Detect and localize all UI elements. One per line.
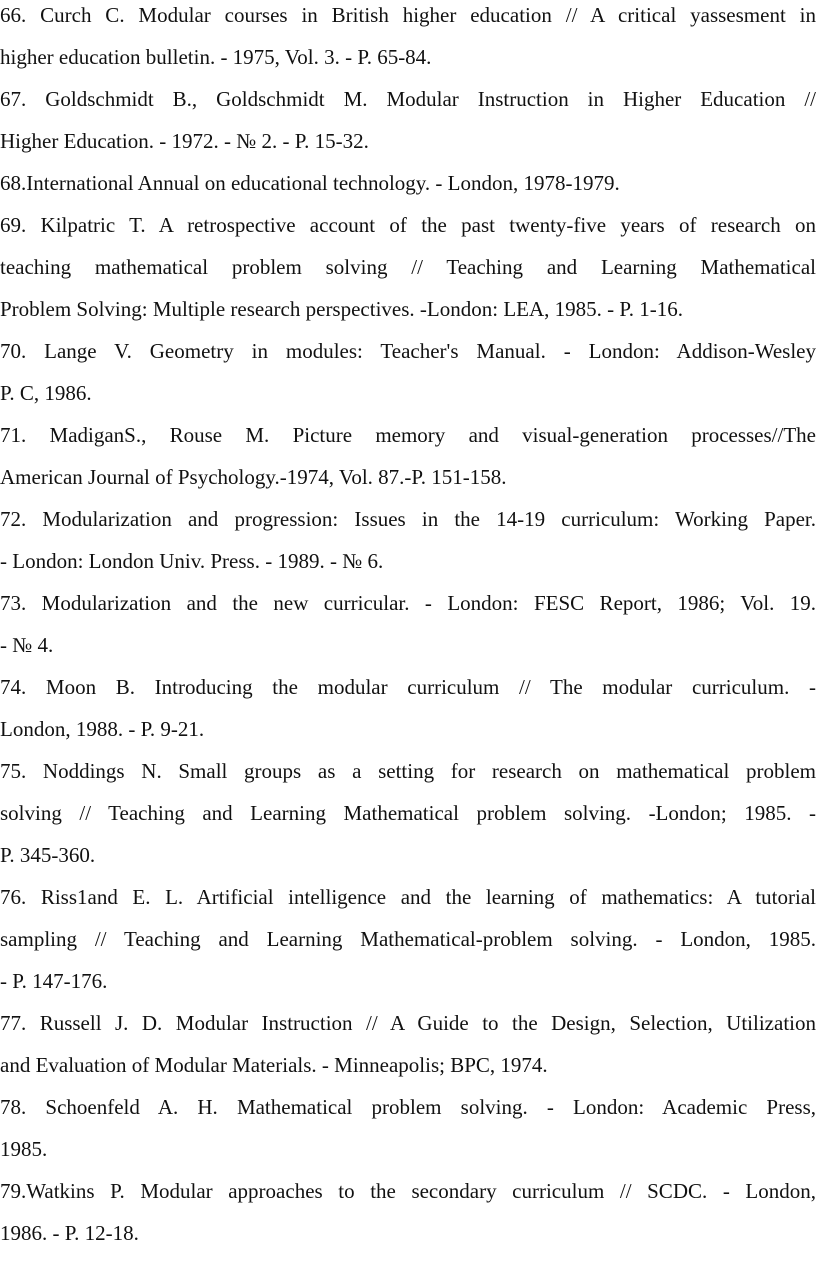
reference-77-line-2: and Evaluation of Modular Materials. - Minneapolis; BPC, 1974. xyxy=(0,1053,548,1077)
reference-79-line-2: 1986. - P. 12-18. xyxy=(0,1221,139,1245)
reference-70-line-2: P. C, 1986. xyxy=(0,381,92,405)
reference-76-line-2: sampling // Teaching and Learning Mathematical-problem solving. - London, 1985. xyxy=(0,927,816,951)
reference-69-line-3: Problem Solving: Multiple research perspectives. -London: LEA, 1985. - P. 1-16. xyxy=(0,297,683,321)
reference-75-line-2: solving // Teaching and Learning Mathematical problem solving. -London; 1985. - xyxy=(0,801,816,825)
reference-69-line-1: 69. Kilpatric T. A retrospective account of the past twenty-five years of research on xyxy=(0,213,816,237)
reference-67-line-1: 67. Goldschmidt B., Goldschmidt M. Modular Instruction in Higher Education // xyxy=(0,87,816,111)
reference-72-line-2: - London: London Univ. Press. - 1989. - № 6. xyxy=(0,549,384,573)
reference-71-line-1: 71. MadiganS., Rouse M. Picture memory and visual-generation processes//The xyxy=(0,423,816,447)
reference-75-line-3: P. 345-360. xyxy=(0,843,96,867)
reference-73-line-1: 73. Modularization and the new curricular. - London: FESC Report, 1986; Vol. 19. xyxy=(0,591,816,615)
reference-66-line-1: 66. Curch C. Modular courses in British higher education // A critical yassesment in xyxy=(0,3,816,27)
reference-71-line-2: American Journal of Psychology.-1974, Vol. 87.-P. 151-158. xyxy=(0,465,507,489)
reference-69-line-2: teaching mathematical problem solving // Teaching and Learning Mathematical xyxy=(0,255,816,279)
reference-79-line-1: 79.Watkins P. Modular approaches to the secondary curriculum // SCDC. - London, xyxy=(0,1179,816,1203)
reference-72-line-1: 72. Modularization and progression: Issues in the 14-19 curriculum: Working Paper. xyxy=(0,507,816,531)
reference-78-line-1: 78. Schoenfeld A. H. Mathematical problem solving. - London: Academic Press, xyxy=(0,1095,816,1119)
reference-74-line-2: London, 1988. - P. 9-21. xyxy=(0,717,205,741)
reference-77-line-1: 77. Russell J. D. Modular Instruction // A Guide to the Design, Selection, Utilization xyxy=(0,1011,816,1035)
reference-67-line-2: Higher Education. - 1972. - № 2. - P. 15-32. xyxy=(0,129,369,153)
reference-70-line-1: 70. Lange V. Geometry in modules: Teacher's Manual. - London: Addison-Wesley xyxy=(0,339,816,363)
reference-75-line-1: 75. Noddings N. Small groups as a setting for research on mathematical problem xyxy=(0,759,816,783)
reference-76-line-3: - P. 147-176. xyxy=(0,969,108,993)
reference-78-line-2: 1985. xyxy=(0,1137,48,1161)
reference-76-line-1: 76. Riss1and E. L. Artificial intelligence and the learning of mathematics: A tutorial xyxy=(0,885,816,909)
reference-74-line-1: 74. Moon B. Introducing the modular curriculum // The modular curriculum. - xyxy=(0,675,816,699)
reference-73-line-2: - № 4. xyxy=(0,633,54,657)
reference-66-line-2: higher education bulletin. - 1975, Vol. 3. - P. 65-84. xyxy=(0,45,432,69)
reference-68-line-1: 68.International Annual on educational technology. - London, 1978-1979. xyxy=(0,171,620,195)
